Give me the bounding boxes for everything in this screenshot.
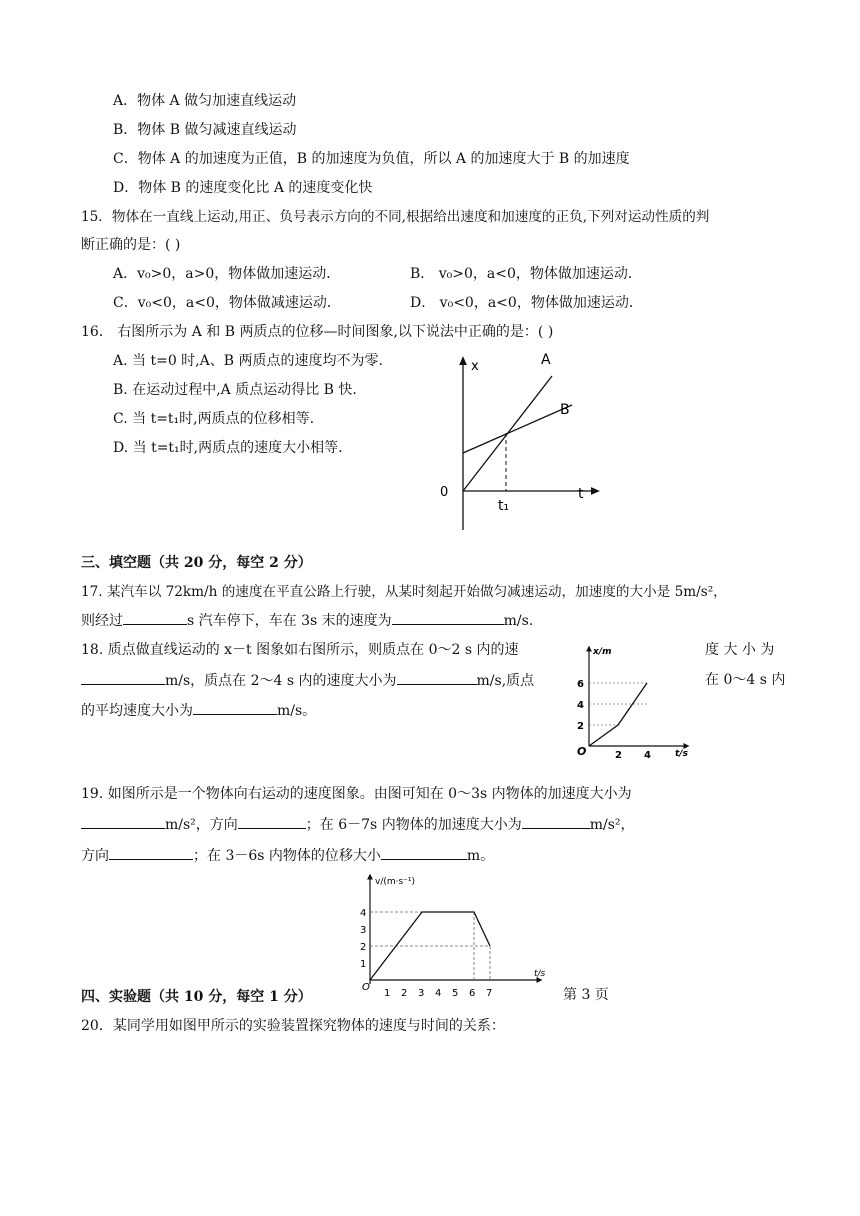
q18-xt-graph	[565, 642, 695, 764]
q19-x-tick-1: 1	[384, 988, 391, 999]
q15-stem-line2: 断正确的是：( )	[81, 237, 181, 253]
q17-text-c: m/s.	[503, 613, 534, 629]
q19-x-tick-7: 7	[486, 988, 493, 999]
q18-origin: O	[577, 745, 587, 758]
q18-line2-right: 在 0～4 s 内	[705, 672, 786, 688]
section4-heading: 四、实验题（共 10 分，每空 1 分）	[81, 989, 312, 1005]
q17-line1: 17. 某汽车以 72km/h 的速度在平直公路上行驶，从某时刻起开始做匀减速运动，加速度的大小是 5m/s²，	[81, 584, 727, 600]
q19-text-d: 方向	[81, 848, 109, 864]
q18-line1: 18. 质点做直线运动的 x－t 图象如右图所示，则质点在 0～2 s 内的速	[81, 642, 519, 658]
q19-x-tick-4: 4	[435, 988, 442, 999]
q19-line1: 19. 如图所示是一个物体向右运动的速度图象。由图可知在 0～3s 内物体的加速度大小为	[81, 786, 632, 802]
q18-text-b: m/s,质点	[476, 673, 535, 689]
q19-blank-1[interactable]	[81, 814, 165, 829]
q14-option-b: B．物体 B 做匀减速直线运动	[113, 122, 297, 138]
q18-xt-line	[589, 683, 647, 746]
q16-option-b: B. 在运动过程中,A 质点运动得比 B 快.	[113, 382, 357, 398]
q16-xt-graph	[420, 350, 610, 535]
q19-blank-4[interactable]	[109, 845, 193, 860]
q19-y-tick-2: 2	[360, 942, 367, 953]
q19-blank-3[interactable]	[522, 814, 590, 829]
q19-y-tick-1: 1	[360, 959, 367, 970]
q17-blank-1[interactable]	[123, 610, 187, 625]
q16-x-label: t	[578, 486, 584, 502]
q19-vt-graph	[350, 872, 550, 1002]
q18-text-d: m/s。	[277, 703, 317, 719]
q16-option-c: C. 当 t=t₁时,两质点的位移相等.	[113, 411, 315, 427]
q18-y-tick-4: 4	[577, 700, 584, 711]
q19-text-a: m/s²，方向	[165, 817, 238, 833]
q19-x-tick-3: 3	[418, 988, 425, 999]
q17-line2	[81, 610, 533, 631]
q19-x-tick-5: 5	[452, 988, 459, 999]
q19-x-tick-2: 2	[401, 988, 408, 999]
q17-text-a: 则经过	[81, 613, 123, 629]
q18-x-tick-2: 2	[615, 750, 622, 761]
q16-line-b-label: B	[560, 402, 570, 418]
q16-y-label: x	[471, 359, 479, 374]
page-number: 第 3 页	[563, 987, 609, 1003]
q16-option-a: A. 当 t=0 时,A、B 两质点的速度均不为零.	[113, 353, 383, 369]
q19-y-tick-4: 4	[360, 908, 367, 919]
q19-y-label: v/(m·s⁻¹)	[375, 877, 416, 887]
q19-y-tick-3: 3	[360, 925, 367, 936]
q18-line1-right: 度 大 小 为	[705, 642, 775, 658]
q20-stem: 20．某同学用如图甲所示的实验装置探究物体的速度与时间的关系：	[81, 1018, 505, 1034]
q19-line3	[81, 845, 494, 866]
q19-text-c: m/s²，	[589, 817, 635, 833]
q14-option-c: C．物体 A 的加速度为正值，B 的加速度为负值，所以 A 的加速度大于 B 的加速度	[113, 151, 630, 167]
q14-option-d: D．物体 B 的速度变化比 A 的速度变化快	[113, 180, 373, 196]
q19-blank-2[interactable]	[238, 814, 306, 829]
q14-option-a: A．物体 A 做匀加速直线运动	[113, 93, 297, 109]
q18-x-label: t/s	[675, 749, 688, 759]
q16-origin: 0	[440, 485, 449, 500]
q18-line2	[81, 670, 534, 691]
q17-text-b: s 汽车停下，车在 3s 末的速度为	[187, 613, 392, 629]
q18-y-tick-6: 6	[577, 679, 584, 690]
q15-option-d: D． v₀<0，a<0，物体做加速运动．	[410, 295, 643, 311]
q19-x-label: t/s	[534, 969, 546, 979]
q19-text-b: ；在 6－7s 内物体的加速度大小为	[305, 817, 522, 833]
q15-option-c: C．v₀<0，a<0，物体做减速运动．	[113, 295, 341, 311]
q18-text-a: m/s，质点在 2～4 s 内的速度大小为	[165, 673, 397, 689]
q18-blank-1[interactable]	[81, 670, 165, 685]
q15-stem-line1: 15．物体在一直线上运动,用正、负号表示方向的不同,根据给出速度和加速度的正负,下列对运动性质的判	[81, 209, 710, 225]
q19-origin: O	[362, 982, 370, 993]
q18-text-c: 的平均速度大小为	[81, 703, 193, 719]
q15-option-a: A．v₀>0，a>0，物体做加速运动．	[113, 266, 341, 282]
q18-blank-2[interactable]	[397, 670, 477, 685]
q18-y-tick-2: 2	[577, 721, 584, 732]
q16-t1-label: t₁	[498, 498, 510, 514]
q15-option-b: B． v₀>0，a<0，物体做加速运动．	[410, 266, 642, 282]
q16-line-a-label: A	[541, 352, 551, 368]
q19-text-f: m。	[466, 848, 495, 864]
q16-stem: 16． 右图所示为 A 和 B 两质点的位移—时间图象,以下说法中正确的是：( )	[81, 324, 554, 340]
q19-x-tick-6: 6	[469, 988, 476, 999]
q19-text-e: ；在 3－6s 内物体的位移大小	[193, 848, 381, 864]
q19-line2	[81, 814, 635, 835]
q18-x-tick-4: 4	[644, 750, 651, 761]
q17-blank-2[interactable]	[392, 610, 504, 625]
q16-line-b	[463, 405, 572, 453]
q19-blank-5[interactable]	[381, 845, 467, 860]
q18-y-label: x/m	[593, 647, 612, 657]
q18-line3	[81, 700, 316, 721]
q18-blank-3[interactable]	[193, 700, 277, 715]
section3-heading: 三、填空题（共 20 分，每空 2 分）	[81, 555, 312, 571]
q16-option-d: D. 当 t=t₁时,两质点的速度大小相等.	[113, 440, 343, 456]
